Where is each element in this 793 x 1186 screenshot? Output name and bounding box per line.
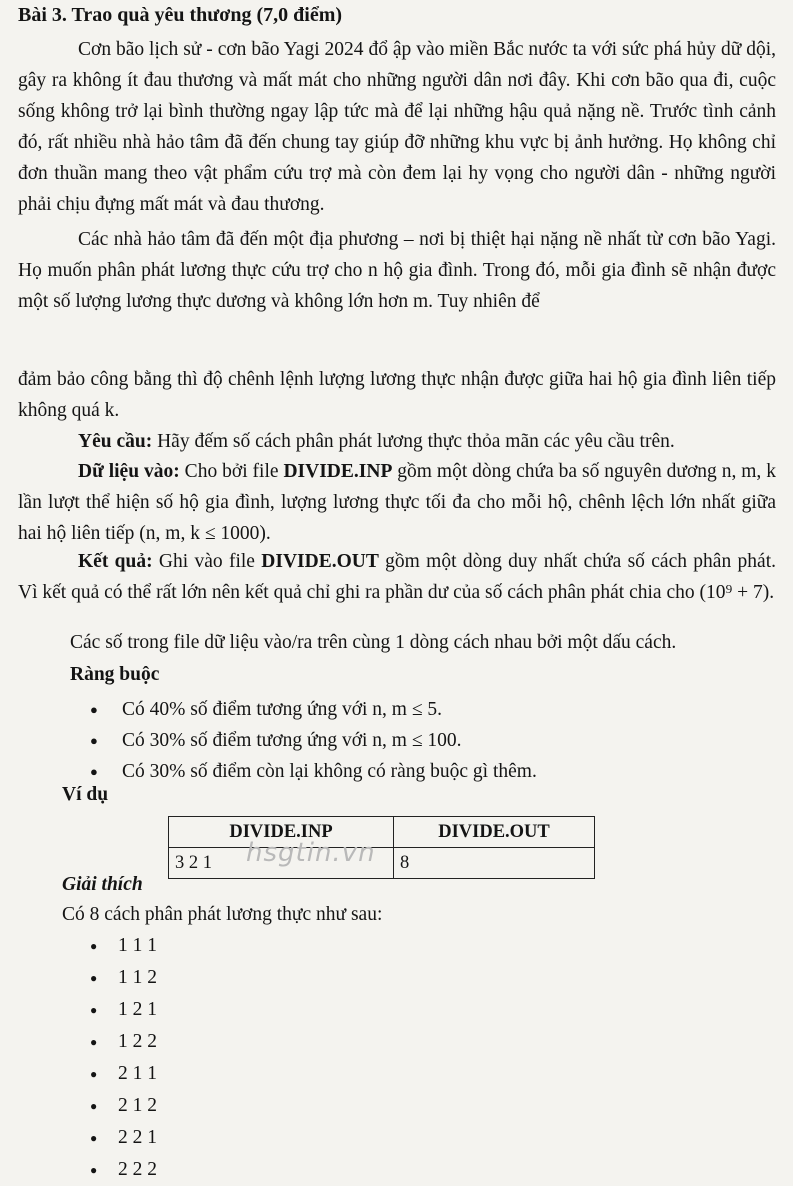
explanation-intro: Có 8 cách phân phát lương thực như sau: [62, 904, 383, 925]
requirement-paragraph [18, 426, 776, 457]
output-label: Kết quả: [78, 551, 153, 572]
output-paragraph [18, 546, 776, 608]
way-item: ● 2 1 2 [118, 1090, 157, 1122]
output-file-name: DIVIDE.OUT [261, 551, 379, 572]
example-col-output: DIVIDE.OUT [394, 817, 595, 848]
constraint-item: ● Có 30% số điểm tương ứng với n, m ≤ 100. [100, 725, 537, 756]
input-file-name: DIVIDE.INP [283, 461, 393, 482]
problem-title: Bài 3. Trao quà yêu thương (7,0 điểm) [18, 4, 343, 26]
constraint-item: ● Có 30% số điểm còn lại không có ràng buộc gì thêm. [100, 756, 537, 787]
way-item: ● 2 2 2 [118, 1154, 157, 1186]
requirement-label: Yêu cầu: [78, 431, 153, 452]
way-item: ● 1 2 2 [118, 1026, 157, 1058]
intro-paragraph-1: Cơn bão lịch sử - cơn bão Yagi 2024 đổ ập vào miền Bắc nước ta với sức phá hủy dữ dội, gây ra không ít đau thương và mất mát cho những người dân nơi đây. Khi cơn bão qua đi, cuộc sống không trở lại bình thường ngay lập tức mà để lại những hậu quả nặng nề. Trước tình cảnh đó, rất nhiều nhà hảo tâm đã đến chung tay giúp đỡ những khu vực bị ảnh hưởng. Họ không chỉ đơn thuần mang theo vật phẩm cứu trợ mà còn đem lại hy vọng cho người dân - những người phải chịu đựng mất mát và đau thương. [18, 39, 776, 215]
ways-list [118, 930, 157, 1186]
example-col-input: DIVIDE.INP [169, 817, 394, 848]
constraints-heading: Ràng buộc [70, 664, 160, 685]
way-item: ● 1 1 1 [118, 930, 157, 962]
intro-paragraph-2: Các nhà hảo tâm đã đến một địa phương – nơi bị thiệt hại nặng nề nhất từ cơn bão Yagi. Họ muốn phân phát lương thực cứu trợ cho n hộ gia đình. Trong đó, mỗi gia đình sẽ nhận được một số lượng lương thực dương và không lớn hơn m. Tuy nhiên để [18, 229, 776, 312]
separator-note: Các số trong file dữ liệu vào/ra trên cùng 1 dòng cách nhau bởi một dấu cách. [70, 632, 677, 653]
example-output-value: 8 [394, 848, 595, 879]
way-item: ● 2 2 1 [118, 1122, 157, 1154]
example-table [168, 816, 595, 879]
output-text-1: Ghi vào file [152, 551, 262, 572]
intro-paragraph-3: đảm bảo công bằng thì độ chênh lệnh lượng lương thực nhận được giữa hai hộ gia đình liên tiếp không quá k. [18, 369, 776, 421]
constraints-list [100, 694, 537, 787]
way-item: ● 1 2 1 [118, 994, 157, 1026]
output-text-2: gồm một dòng duy nhất chứa số cách phân phát. Vì kết quả có thể rất lớn nên kết quả chỉ ghi ra phần dư của số cách phân phát chia cho (10⁹ + 7). [18, 551, 776, 603]
input-paragraph [18, 456, 776, 549]
example-heading: Ví dụ [62, 784, 109, 805]
watermark: hsgtin.vn [246, 838, 376, 868]
constraint-item: ● Có 40% số điểm tương ứng với n, m ≤ 5. [100, 694, 537, 725]
example-input-value: 3 2 1 [169, 848, 394, 879]
input-text-1: Cho bởi file [179, 461, 284, 482]
requirement-text: Hãy đếm số cách phân phát lương thực thỏa mãn các yêu cầu trên. [152, 431, 675, 452]
explanation-heading: Giải thích [62, 874, 143, 895]
way-item: ● 1 1 2 [118, 962, 157, 994]
way-item: ● 2 1 1 [118, 1058, 157, 1090]
input-label: Dữ liệu vào: [78, 461, 180, 482]
input-text-2: gồm một dòng chứa ba số nguyên dương n, m, k lần lượt thể hiện số hộ gia đình, lượng lương thực tối đa cho mỗi hộ, chênh lệch lớn nhất giữa hai hộ liên tiếp (n, m, k ≤ 1000). [18, 461, 776, 544]
